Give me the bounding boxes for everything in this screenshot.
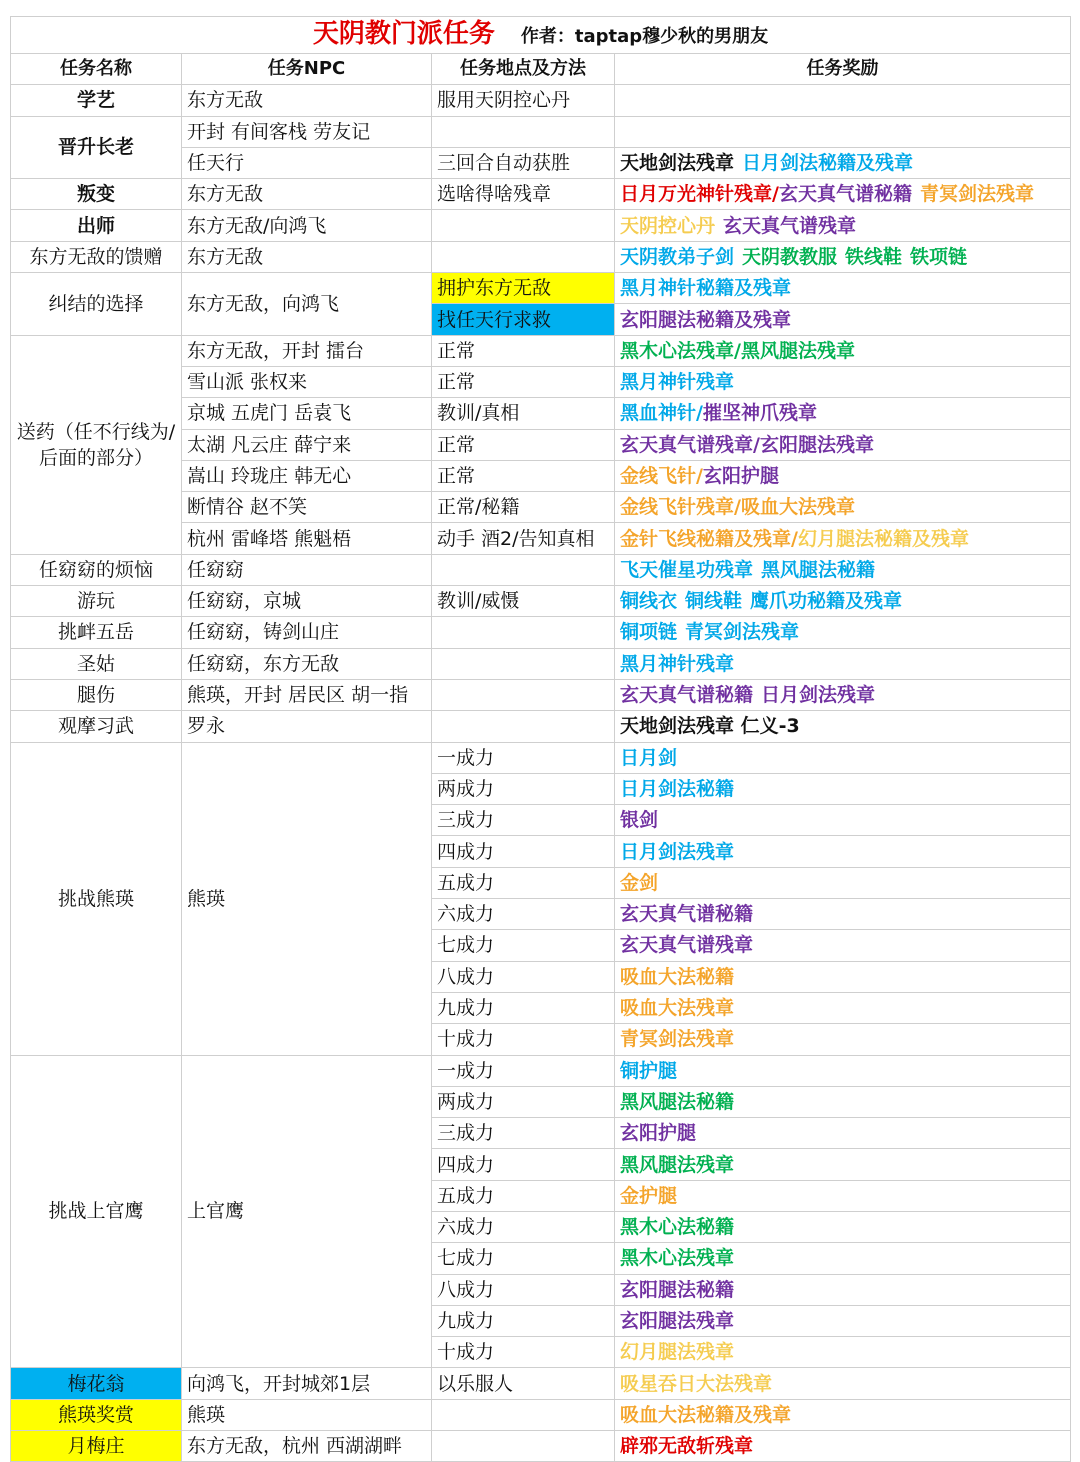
task-npc-cell: 向鸿飞，开封城郊1层 [182, 1368, 432, 1399]
table-row [11, 335, 1071, 366]
task-npc-cell: 雪山派 张权来 [182, 366, 432, 397]
task-npc-cell: 熊瑛，开封 居民区 胡一指 [182, 679, 432, 710]
table-row [11, 554, 1071, 585]
task-reward-cell [615, 523, 1071, 554]
reward-item: 铜线衣 [620, 590, 678, 613]
reward-item: 玄阳腿法秘籍 [620, 1278, 735, 1301]
task-npc-cell: 任窈窈 [182, 554, 432, 585]
reward-item: 青冥剑法残章 [919, 183, 1034, 206]
task-method-cell: 七成力 [432, 930, 615, 961]
table-row [11, 210, 1071, 241]
task-name-cell: 挑战上官鹰 [11, 1055, 182, 1368]
reward-item: 黑月神针残章 [620, 652, 735, 675]
reward-item: 玄天真气谱秘籍 [620, 903, 754, 926]
reward-item: 日月剑法残章 [761, 684, 876, 707]
reward-item: 黑月神针残章 [620, 371, 735, 394]
task-npc-cell: 东方无敌，向鸿飞 [182, 273, 432, 336]
task-npc-cell: 任窈窈，铸剑山庄 [182, 617, 432, 648]
task-reward-cell [615, 116, 1071, 147]
reward-item: 金剑 [620, 871, 659, 894]
task-reward-cell [615, 617, 1071, 648]
reward-item: 铁线鞋 [845, 245, 903, 268]
task-name-cell: 挑衅五岳 [11, 617, 182, 648]
task-reward-cell [615, 460, 1071, 491]
table-row [11, 116, 1071, 147]
task-name-cell: 晋升长老 [11, 116, 182, 179]
reward-item: 吸血大法残章 [620, 997, 735, 1020]
table-row [11, 742, 1071, 773]
table-row [11, 1399, 1071, 1430]
task-name-cell: 游玩 [11, 586, 182, 617]
task-name-cell: 叛变 [11, 179, 182, 210]
reward-item: 日月万光神针残章/ [620, 183, 779, 206]
task-reward-cell [615, 1399, 1071, 1430]
reward-item: 青冥剑法残章 [685, 621, 800, 644]
reward-item: 黑风腿法秘籍 [761, 558, 876, 581]
task-method-cell: 一成力 [432, 1055, 615, 1086]
task-reward-cell [615, 1274, 1071, 1305]
task-reward-cell [615, 1086, 1071, 1117]
task-method-cell: 服用天阴控心丹 [432, 85, 615, 116]
task-method-cell: 三成力 [432, 805, 615, 836]
task-method-cell [432, 617, 615, 648]
table-row [11, 273, 1071, 304]
reward-item: 天地剑法残章 仁义-3 [620, 715, 800, 738]
task-reward-cell [615, 1211, 1071, 1242]
task-npc-cell: 熊瑛 [182, 742, 432, 1055]
task-reward-cell [615, 304, 1071, 335]
task-method-cell [432, 554, 615, 585]
task-reward-cell [615, 147, 1071, 178]
task-reward-cell [615, 554, 1071, 585]
header-task-reward: 任务奖励 [615, 54, 1071, 85]
task-method-cell: 找任天行求救 [432, 304, 615, 335]
task-method-cell: 八成力 [432, 961, 615, 992]
reward-item: 银剑 [620, 809, 659, 832]
task-npc-cell: 杭州 雷峰塔 熊魁梧 [182, 523, 432, 554]
task-reward-cell [615, 711, 1071, 742]
task-method-cell: 正常 [432, 366, 615, 397]
reward-item: 吸血大法秘籍 [620, 965, 735, 988]
reward-item: 铜项链 [620, 621, 678, 644]
reward-item: 铜线鞋 [685, 590, 743, 613]
reward-item: 飞天催星功残章 [620, 558, 754, 581]
task-method-cell [432, 116, 615, 147]
task-name-cell: 纠结的选择 [11, 273, 182, 336]
task-method-cell: 正常/秘籍 [432, 492, 615, 523]
reward-item: 玄天真气谱秘籍 [620, 684, 754, 707]
task-method-cell: 教训/真相 [432, 398, 615, 429]
task-method-cell: 三成力 [432, 1118, 615, 1149]
task-npc-cell: 东方无敌 [182, 179, 432, 210]
task-reward-cell [615, 1149, 1071, 1180]
task-reward-cell [615, 867, 1071, 898]
table-row [11, 179, 1071, 210]
task-reward-cell [615, 1024, 1071, 1055]
reward-item: 吸血大法秘籍及残章 [620, 1403, 792, 1426]
task-npc-cell: 罗永 [182, 711, 432, 742]
reward-item: 日月剑法秘籍及残章 [742, 152, 914, 175]
task-npc-cell: 东方无敌 [182, 85, 432, 116]
task-sheet [10, 16, 1071, 1462]
task-reward-cell [615, 1337, 1071, 1368]
task-method-cell: 选啥得啥残章 [432, 179, 615, 210]
task-method-cell: 五成力 [432, 867, 615, 898]
task-method-cell: 正常 [432, 429, 615, 460]
reward-item: 摧坚神爪残章 [702, 402, 817, 425]
task-method-cell [432, 1399, 615, 1430]
reward-item: 日月剑法残章 [620, 840, 735, 863]
task-npc-cell: 京城 五虎门 岳袁飞 [182, 398, 432, 429]
reward-item: 青冥剑法残章 [620, 1028, 735, 1051]
header-task-method: 任务地点及方法 [432, 54, 615, 85]
task-reward-cell [615, 429, 1071, 460]
task-npc-cell: 任窈窈，京城 [182, 586, 432, 617]
reward-item: 辟邪无敌斩残章 [620, 1435, 754, 1458]
task-name-cell: 出师 [11, 210, 182, 241]
task-npc-cell: 熊瑛 [182, 1399, 432, 1430]
task-method-cell: 六成力 [432, 899, 615, 930]
reward-item: 金针飞线秘籍及残章/ [620, 527, 798, 550]
task-name-cell: 任窈窈的烦恼 [11, 554, 182, 585]
reward-item: 黑木心法残章 [620, 1247, 735, 1270]
table-row [11, 711, 1071, 742]
table-row [11, 648, 1071, 679]
reward-item: 鹰爪功秘籍及残章 [750, 590, 903, 613]
task-reward-cell [615, 273, 1071, 304]
reward-item: 玄天真气谱残章 [723, 214, 857, 237]
reward-item: 铜护腿 [620, 1059, 678, 1082]
reward-item: 玄天真气谱秘籍 [778, 183, 912, 206]
task-reward-cell [615, 1180, 1071, 1211]
task-method-cell: 以乐服人 [432, 1368, 615, 1399]
task-npc-cell: 东方无敌，杭州 西湖湖畔 [182, 1431, 432, 1462]
task-method-cell [432, 679, 615, 710]
task-reward-cell [615, 1055, 1071, 1086]
task-reward-cell [615, 992, 1071, 1023]
table-row [11, 1368, 1071, 1399]
task-table [10, 16, 1071, 1462]
reward-item: 黑木心法秘籍 [620, 1216, 735, 1239]
task-reward-cell [615, 836, 1071, 867]
task-name-cell: 腿伤 [11, 679, 182, 710]
task-reward-cell [615, 679, 1071, 710]
task-reward-cell [615, 805, 1071, 836]
task-method-cell: 正常 [432, 460, 615, 491]
reward-item: 玄阳护腿 [620, 1122, 697, 1145]
task-name-cell: 学艺 [11, 85, 182, 116]
task-npc-cell: 任天行 [182, 147, 432, 178]
task-method-cell: 教训/威慑 [432, 586, 615, 617]
task-method-cell: 正常 [432, 335, 615, 366]
title-cell [11, 17, 1071, 54]
task-reward-cell [615, 241, 1071, 272]
task-method-cell: 两成力 [432, 773, 615, 804]
task-method-cell: 两成力 [432, 1086, 615, 1117]
task-method-cell: 六成力 [432, 1211, 615, 1242]
reward-item: 幻月腿法秘籍及残章 [797, 527, 969, 550]
task-reward-cell [615, 961, 1071, 992]
task-npc-cell: 东方无敌 [182, 241, 432, 272]
task-reward-cell [615, 179, 1071, 210]
task-npc-cell: 东方无敌/向鸿飞 [182, 210, 432, 241]
task-name-cell: 送药（任不行线为/后面的部分） [11, 335, 182, 554]
task-method-cell: 七成力 [432, 1243, 615, 1274]
task-name-cell: 圣姑 [11, 648, 182, 679]
reward-item: 吸星吞日大法残章 [620, 1372, 773, 1395]
reward-item: 金线飞针/ [620, 465, 703, 487]
reward-item: 幻月腿法残章 [620, 1341, 735, 1364]
task-method-cell [432, 210, 615, 241]
reward-item: 金线飞针残章/吸血大法残章 [620, 496, 855, 519]
task-reward-cell [615, 930, 1071, 961]
author-credit: 作者：taptap穆少秋的男朋友 [520, 25, 769, 47]
reward-item: 日月剑 [620, 746, 678, 769]
task-name-cell: 梅花翁 [11, 1368, 182, 1399]
task-npc-cell: 东方无敌，开封 擂台 [182, 335, 432, 366]
task-reward-cell [615, 648, 1071, 679]
task-npc-cell: 嵩山 玲珑庄 韩无心 [182, 460, 432, 491]
task-npc-cell: 任窈窈，东方无敌 [182, 648, 432, 679]
reward-item: 玄阳腿法残章 [620, 1310, 735, 1333]
task-reward-cell [615, 899, 1071, 930]
reward-item: 金护腿 [620, 1184, 678, 1207]
task-method-cell [432, 1431, 615, 1462]
task-reward-cell [615, 398, 1071, 429]
page-title: 天阴教门派任务 [312, 18, 495, 49]
task-method-cell: 十成力 [432, 1024, 615, 1055]
reward-item: 天阴教教服 [742, 245, 838, 268]
task-name-cell: 熊瑛奖赏 [11, 1399, 182, 1430]
task-name-cell: 月梅庄 [11, 1431, 182, 1462]
task-method-cell: 动手 酒2/告知真相 [432, 523, 615, 554]
task-method-cell: 一成力 [432, 742, 615, 773]
reward-item: 天阴控心丹 [620, 214, 716, 237]
table-row [11, 1055, 1071, 1086]
task-reward-cell [615, 742, 1071, 773]
table-row [11, 241, 1071, 272]
task-method-cell: 九成力 [432, 1305, 615, 1336]
task-reward-cell [615, 492, 1071, 523]
task-npc-cell: 开封 有间客栈 劳友记 [182, 116, 432, 147]
reward-item: 铁项链 [910, 245, 968, 268]
task-method-cell: 四成力 [432, 836, 615, 867]
task-method-cell: 十成力 [432, 1337, 615, 1368]
table-row [11, 1431, 1071, 1462]
reward-item: 玄天真气谱残章 [620, 934, 754, 957]
task-reward-cell [615, 210, 1071, 241]
task-reward-cell [615, 773, 1071, 804]
task-reward-cell [615, 1305, 1071, 1336]
task-npc-cell: 断情谷 赵不笑 [182, 492, 432, 523]
reward-item: 黑木心法残章/黑风腿法残章 [620, 339, 855, 362]
task-npc-cell: 太湖 凡云庄 薛宁来 [182, 429, 432, 460]
header-task-name: 任务名称 [11, 54, 182, 85]
task-reward-cell [615, 1243, 1071, 1274]
task-method-cell: 八成力 [432, 1274, 615, 1305]
task-name-cell: 挑战熊瑛 [11, 742, 182, 1055]
header-task-npc: 任务NPC [182, 54, 432, 85]
reward-item: 天地剑法残章 [620, 152, 735, 175]
task-reward-cell [615, 85, 1071, 116]
table-row [11, 679, 1071, 710]
table-row [11, 85, 1071, 116]
reward-item: 黑风腿法残章 [620, 1153, 735, 1176]
task-method-cell: 九成力 [432, 992, 615, 1023]
reward-item: 日月剑法秘籍 [620, 777, 735, 800]
task-method-cell [432, 241, 615, 272]
task-reward-cell [615, 1118, 1071, 1149]
reward-item: 玄阳护腿 [702, 465, 779, 487]
reward-item: 黑血神针/ [620, 402, 703, 425]
reward-item: 天阴教弟子剑 [620, 245, 735, 268]
task-name-cell: 观摩习武 [11, 711, 182, 742]
task-reward-cell [615, 335, 1071, 366]
task-method-cell: 三回合自动获胜 [432, 147, 615, 178]
table-row [11, 586, 1071, 617]
reward-item: 玄阳腿法秘籍及残章 [620, 308, 792, 331]
reward-item: 黑风腿法秘籍 [620, 1090, 735, 1113]
task-reward-cell [615, 366, 1071, 397]
reward-item: 黑月神针秘籍及残章 [620, 277, 792, 300]
task-method-cell: 拥护东方无敌 [432, 273, 615, 304]
header-row [11, 54, 1071, 85]
reward-item: 玄天真气谱残章/玄阳腿法残章 [620, 433, 874, 456]
task-npc-cell: 上官鹰 [182, 1055, 432, 1368]
task-method-cell [432, 648, 615, 679]
task-name-cell: 东方无敌的馈赠 [11, 241, 182, 272]
task-reward-cell [615, 1431, 1071, 1462]
task-method-cell [432, 711, 615, 742]
title-row [11, 17, 1071, 54]
task-reward-cell [615, 1368, 1071, 1399]
task-method-cell: 四成力 [432, 1149, 615, 1180]
task-method-cell: 五成力 [432, 1180, 615, 1211]
task-reward-cell [615, 586, 1071, 617]
table-row [11, 617, 1071, 648]
